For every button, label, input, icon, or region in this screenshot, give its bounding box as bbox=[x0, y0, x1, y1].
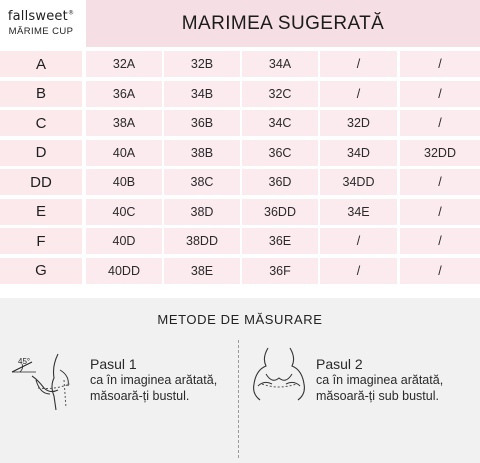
suggested-size-cell: 40B bbox=[86, 169, 162, 195]
suggested-size-cell: 34D bbox=[320, 140, 397, 166]
underbust-measure-figure bbox=[246, 344, 312, 408]
band-size-label: F bbox=[0, 228, 82, 254]
step-1-text bbox=[90, 356, 217, 404]
suggested-size-cell: 40C bbox=[86, 199, 162, 225]
suggested-size-cell: 38E bbox=[164, 258, 240, 284]
band-size-label: A bbox=[0, 51, 82, 77]
cup-size-label: MĂRIME CUP bbox=[8, 26, 74, 37]
suggested-size-cell: 36A bbox=[86, 81, 162, 107]
suggested-size-cell: 36E bbox=[242, 228, 318, 254]
suggested-size-cell: / bbox=[400, 228, 480, 254]
suggested-size-cell: / bbox=[400, 51, 480, 77]
suggested-size-cell: 36C bbox=[242, 140, 318, 166]
table-row bbox=[0, 140, 480, 166]
suggested-size-cell: / bbox=[400, 169, 480, 195]
suggested-size-cell: / bbox=[320, 81, 397, 107]
angle-label: 45° bbox=[18, 357, 31, 366]
step-1-line-2: măsoară-ți bustul. bbox=[90, 389, 190, 403]
suggested-size-cell: 34A bbox=[242, 51, 318, 77]
brand-logo: fallsweet® bbox=[7, 9, 75, 24]
step-2-line-1: ca în imaginea arătată, bbox=[316, 373, 444, 387]
measurement-title: METODE DE MĂSURARE bbox=[157, 312, 323, 327]
step-2-title: Pasul 2 bbox=[316, 356, 363, 372]
suggested-size-cell: 38D bbox=[164, 199, 240, 225]
suggested-size-cell: 40DD bbox=[86, 258, 162, 284]
bust-measure-figure bbox=[10, 350, 80, 412]
suggested-size-cell: 38DD bbox=[164, 228, 240, 254]
suggested-size-cell: 36B bbox=[164, 110, 240, 136]
suggested-size-cell: 32B bbox=[164, 51, 240, 77]
step-1-line-1: ca în imaginea arătată, bbox=[90, 373, 218, 387]
table-row bbox=[0, 81, 480, 107]
suggested-size-cell: / bbox=[400, 199, 480, 225]
suggested-size-cell: 32C bbox=[242, 81, 318, 107]
suggested-size-cell: 32A bbox=[86, 51, 162, 77]
suggested-size-cell: 34DD bbox=[320, 169, 397, 195]
step-2-line-2: măsoară-ți sub bustul. bbox=[316, 389, 439, 403]
suggested-size-cell: 38A bbox=[86, 110, 162, 136]
suggested-size-cell: 40A bbox=[86, 140, 162, 166]
step-2-text bbox=[316, 356, 443, 404]
suggested-size-cell: / bbox=[400, 258, 480, 284]
band-size-label: E bbox=[0, 199, 82, 225]
measurement-section bbox=[0, 298, 480, 463]
suggested-size-cell: / bbox=[320, 228, 397, 254]
suggested-size-cell: / bbox=[400, 110, 480, 136]
suggested-size-cell: 34E bbox=[320, 199, 397, 225]
suggested-size-cell: / bbox=[320, 51, 397, 77]
step-1-title: Pasul 1 bbox=[90, 356, 137, 372]
band-size-label: B bbox=[0, 81, 82, 107]
table-row bbox=[0, 258, 480, 284]
table-row bbox=[0, 169, 480, 195]
section-divider bbox=[238, 340, 239, 458]
suggested-size-cell: 38B bbox=[164, 140, 240, 166]
band-size-label: D bbox=[0, 140, 82, 166]
table-row bbox=[0, 51, 480, 77]
band-size-label: DD bbox=[0, 169, 82, 195]
suggested-size-cell: 36D bbox=[242, 169, 318, 195]
suggested-size-cell: 38C bbox=[164, 169, 240, 195]
suggested-size-cell: 36F bbox=[242, 258, 318, 284]
table-header bbox=[86, 0, 480, 47]
table-row bbox=[0, 199, 480, 225]
suggested-size-cell: / bbox=[400, 81, 480, 107]
suggested-size-cell: 32DD bbox=[400, 140, 480, 166]
band-size-label: G bbox=[0, 258, 82, 284]
band-size-label: C bbox=[0, 110, 82, 136]
brand-cell bbox=[0, 0, 82, 47]
table-row bbox=[0, 110, 480, 136]
suggested-size-cell: 40D bbox=[86, 228, 162, 254]
table-row bbox=[0, 228, 480, 254]
suggested-size-cell: 36DD bbox=[242, 199, 318, 225]
suggested-size-cell: / bbox=[320, 258, 397, 284]
suggested-size-title: MARIMEA SUGERATĂ bbox=[181, 12, 385, 34]
suggested-size-cell: 34B bbox=[164, 81, 240, 107]
suggested-size-cell: 32D bbox=[320, 110, 397, 136]
suggested-size-cell: 34C bbox=[242, 110, 318, 136]
